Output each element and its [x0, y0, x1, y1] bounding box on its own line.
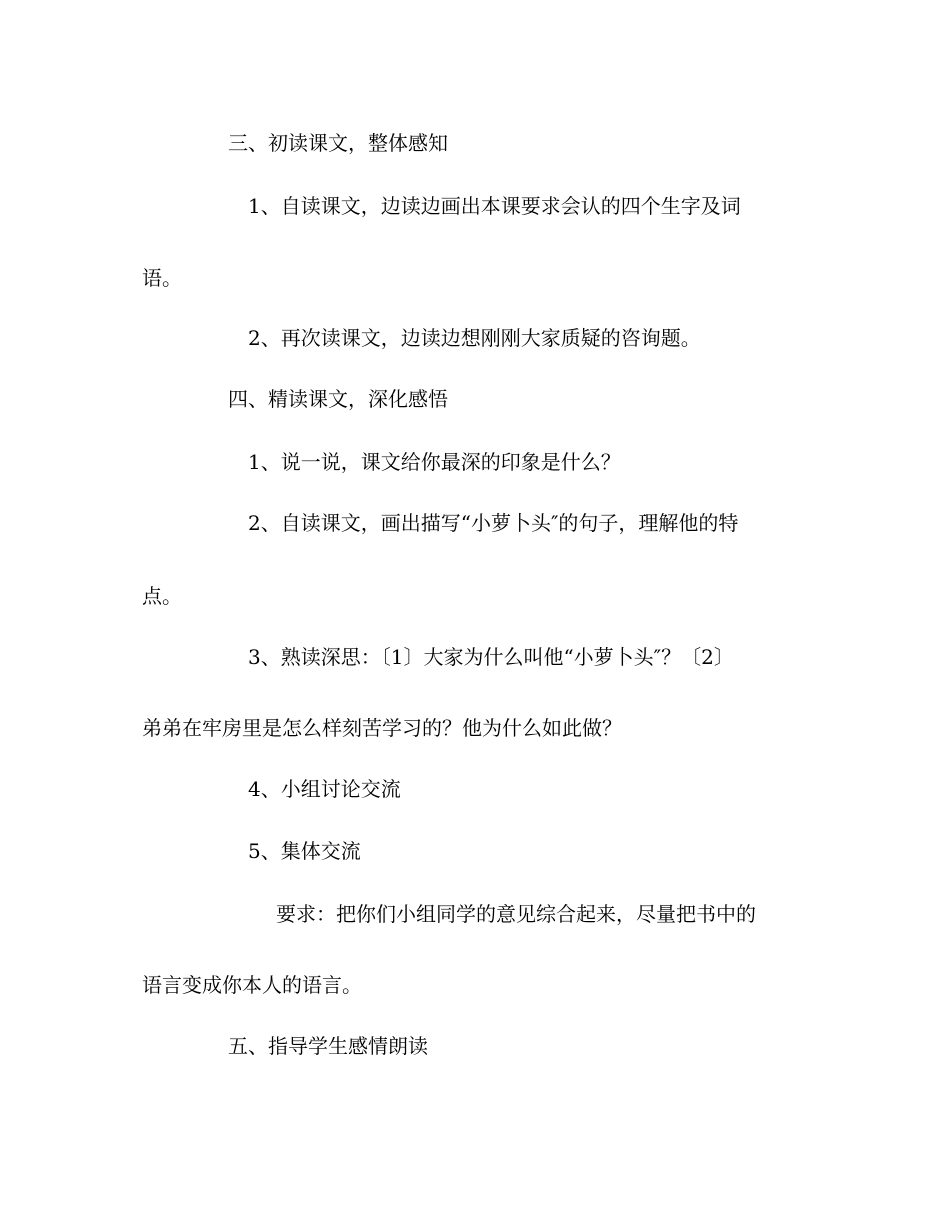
paragraph-line: 1、自读课文，边读边画出本课要求会认的四个生字及词 — [248, 194, 741, 218]
paragraph-line: 4、小组讨论交流 — [248, 777, 401, 801]
paragraph-line: 5、集体交流 — [248, 839, 361, 863]
paragraph-line: 2、自读课文，画出描写“小萝卜头″的句子，理解他的特 — [248, 511, 739, 535]
paragraph-line: 1、说一说，课文给你最深的印象是什么？ — [248, 450, 621, 474]
paragraph-line: 点。 — [142, 584, 182, 608]
paragraph-line: 语言变成你本人的语言。 — [142, 973, 362, 997]
paragraph-line: 语。 — [142, 266, 182, 290]
paragraph-line: 弟弟在牢房里是怎么样刻苦学习的？他为什么如此做？ — [142, 716, 622, 740]
section-heading-3: 三、初读课文，整体感知 — [228, 131, 448, 155]
paragraph-line: 2、再次读课文，边读边想刚刚大家质疑的咨询题。 — [248, 326, 701, 350]
section-heading-4: 四、精读课文，深化感悟 — [228, 387, 448, 411]
paragraph-line: 3、熟读深思：〔1〕大家为什么叫他“小萝卜头″？〔2〕 — [248, 645, 734, 669]
paragraph-line: 要求：把你们小组同学的意见综合起来，尽量把书中的 — [276, 902, 756, 926]
section-heading-5: 五、指导学生感情朗读 — [228, 1034, 428, 1058]
